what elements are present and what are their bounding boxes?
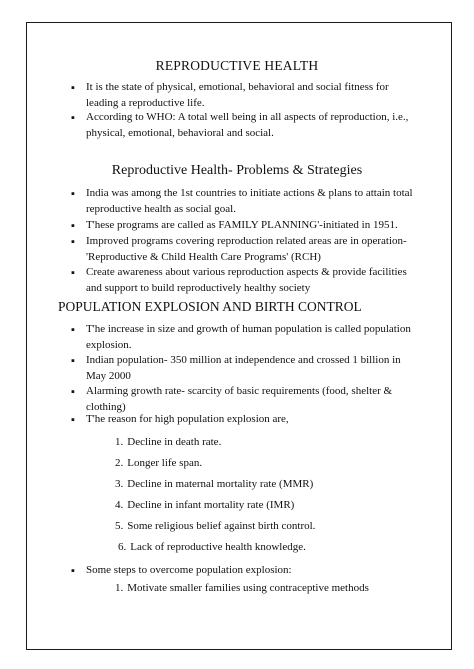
section-title-problems-strategies: Reproductive Health- Problems & Strategies: [111, 163, 363, 178]
item-text: Longer life span.: [127, 457, 203, 469]
bullet-marker: [71, 81, 80, 96]
bullet-marker: [71, 323, 80, 338]
numbered-item: [118, 540, 306, 555]
item-number: 5.: [115, 520, 124, 532]
list-item: Alarming growth rate- scarcity of basic requirements (food, shelter & clothing): [86, 385, 393, 413]
bullet-marker: [71, 219, 80, 234]
list-item: T'he reason for high population explosion are,: [86, 413, 289, 425]
numbered-item: [115, 498, 294, 513]
item-number: 6.: [118, 541, 127, 553]
item-text: Motivate smaller families using contraceptive methods: [127, 582, 369, 594]
section-title-population-explosion: POPULATION EXPLOSION AND BIRTH CONTROL: [58, 299, 362, 314]
list-item: Some steps to overcome population explosion:: [86, 564, 292, 576]
numbered-item: [115, 519, 315, 534]
bullet-marker: [71, 187, 80, 202]
item-text: Lack of reproductive health knowledge.: [130, 541, 306, 553]
list-item: India was among the 1st countries to initiate actions & plans to attain total reproductive health as social goal.: [86, 187, 413, 215]
list-item: Improved programs covering reproduction related areas are in operation- 'Reproductive & Child Health Care Programs' (RCH): [86, 235, 407, 263]
list-item: Create awareness about various reproduction aspects & provide facilities and support to build reproductively healthy society: [86, 266, 407, 294]
item-number: 3.: [115, 478, 124, 490]
numbered-item: [115, 456, 202, 471]
item-text: Some religious belief against birth control.: [127, 520, 316, 532]
item-number: 4.: [115, 499, 124, 511]
numbered-item: [115, 581, 369, 596]
list-item: T'he increase in size and growth of human population is called population explosion.: [86, 323, 411, 351]
section-title-reproductive-health: REPRODUCTIVE HEALTH: [155, 58, 319, 73]
bullet-marker: [71, 354, 80, 369]
item-number: 1.: [115, 436, 124, 448]
bullet-marker: [71, 385, 80, 400]
bullet-marker: [71, 235, 80, 250]
bullet-marker: [71, 111, 80, 126]
item-number: 1.: [115, 582, 124, 594]
item-text: Decline in maternal mortality rate (MMR): [127, 478, 314, 490]
item-number: 2.: [115, 457, 124, 469]
list-item: T'hese programs are called as FAMILY PLANNING'-initiated in 1951.: [86, 219, 398, 231]
item-text: Decline in death rate.: [127, 436, 222, 448]
list-item: According to WHO: A total well being in all aspects of reproduction, i.e., physical, emotional, behavioral and social.: [86, 111, 409, 139]
list-item: It is the state of physical, emotional, behavioral and social fitness for leading a reproductive life.: [86, 81, 389, 109]
bullet-marker: [71, 413, 80, 428]
bullet-marker: [71, 266, 80, 281]
bullet-marker: [71, 564, 80, 579]
list-item: Indian population- 350 million at independence and crossed 1 billion in May 2000: [86, 354, 401, 382]
item-text: Decline in infant mortality rate (IMR): [127, 499, 295, 511]
numbered-item: [115, 435, 221, 450]
numbered-item: [115, 477, 313, 492]
